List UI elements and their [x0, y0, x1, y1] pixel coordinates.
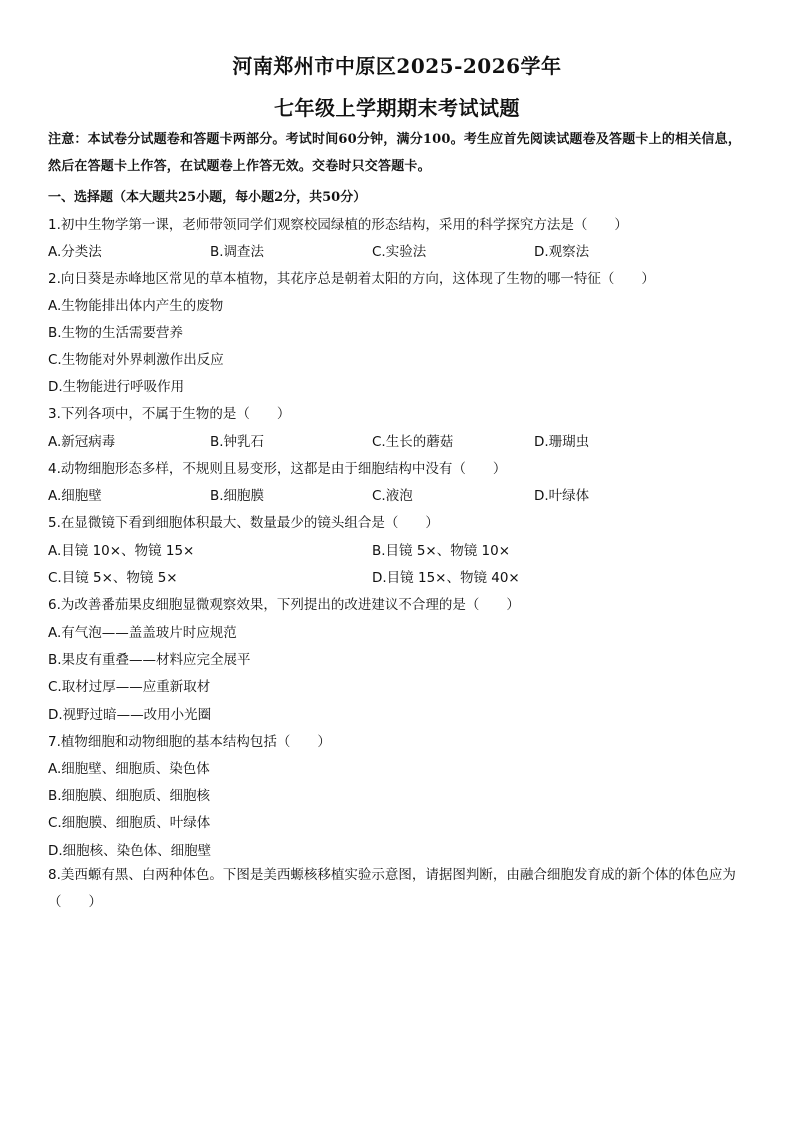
exam-notice: 注意：本试卷分试题卷和答题卡两部分。考试时间60分钟，满分100。考生应首先阅读试题卷及答题卡上的相关信息，然后在答题卡上作答，在试题卷上作答无效。交卷时只交答题卡。: [48, 132, 742, 174]
q2-option-b: B.生物的生活需要营养: [48, 325, 184, 341]
question-5-stem: 5.在显微镜下看到细胞体积最大、数量最少的镜头组合是（ ）: [48, 515, 439, 531]
q7-option-c: C.细胞膜、细胞质、叶绿体: [48, 815, 211, 831]
q1-option-d: D.观察法: [534, 244, 590, 260]
q2-option-c: C.生物能对外界刺激作出反应: [48, 352, 224, 368]
q6-option-b: B.果皮有重叠——材料应完全展平: [48, 652, 251, 668]
question-3-stem: 3.下列各项中，不属于生物的是（ ）: [48, 406, 291, 422]
q3-option-b: B.钟乳石: [210, 434, 265, 450]
question-6-stem: 6.为改善番茄果皮细胞显微观察效果，下列提出的改进建议不合理的是（ ）: [48, 597, 520, 613]
q3-option-c: C.生长的蘑菇: [372, 434, 454, 450]
q4-option-d: D.叶绿体: [534, 488, 590, 504]
q2-option-d: D.生物能进行呼吸作用: [48, 379, 185, 395]
q1-option-a: A.分类法: [48, 244, 102, 260]
q6-option-c: C.取材过厚——应重新取材: [48, 679, 211, 695]
question-7-stem: 7.植物细胞和动物细胞的基本结构包括（ ）: [48, 734, 331, 750]
q6-option-a: A.有气泡——盖盖玻片时应规范: [48, 625, 237, 641]
q3-option-d: D.珊瑚虫: [534, 434, 590, 450]
q3-option-a: A.新冠病毒: [48, 434, 116, 450]
exam-subtitle: 七年级上学期期末考试试题: [274, 96, 520, 120]
q5-option-d: D.目镜 15×、物镜 40×: [372, 570, 520, 586]
q5-option-c: C.目镜 5×、物镜 5×: [48, 570, 178, 586]
q7-option-a: A.细胞壁、细胞质、染色体: [48, 761, 210, 777]
section-heading: 一、选择题（本大题共25小题，每小题2分，共50分）: [48, 190, 367, 205]
question-2-stem: 2.向日葵是赤峰地区常见的草本植物，其花序总是朝着太阳的方向，这体现了生物的哪一特征（ ）: [48, 271, 655, 287]
q5-option-b: B.目镜 5×、物镜 10×: [372, 543, 511, 559]
q7-option-b: B.细胞膜、细胞质、细胞核: [48, 788, 211, 804]
q1-option-b: B.调查法: [210, 244, 265, 260]
q7-option-d: D.细胞核、染色体、细胞壁: [48, 843, 212, 859]
q1-option-c: C.实验法: [372, 244, 427, 260]
q4-option-b: B.细胞膜: [210, 488, 265, 504]
question-1-stem: 1.初中生物学第一课，老师带领同学们观察校园绿植的形态结构，采用的科学探究方法是（ ）: [48, 217, 628, 233]
exam-title: 河南郑州市中原区2025-2026学年: [232, 54, 562, 78]
question-8-stem: 8.美西螈有黑、白两种体色。下图是美西螈核移植实验示意图，请据图判断，由融合细胞发育成的新个体的体色应为（ ）: [48, 867, 736, 910]
question-4-stem: 4.动物细胞形态多样，不规则且易变形，这都是由于细胞结构中没有（ ）: [48, 461, 507, 477]
q4-option-a: A.细胞壁: [48, 488, 102, 504]
q4-option-c: C.液泡: [372, 488, 413, 504]
q2-option-a: A.生物能排出体内产生的废物: [48, 298, 224, 314]
q6-option-d: D.视野过暗——改用小光圈: [48, 707, 212, 723]
q5-option-a: A.目镜 10×、物镜 15×: [48, 543, 195, 559]
